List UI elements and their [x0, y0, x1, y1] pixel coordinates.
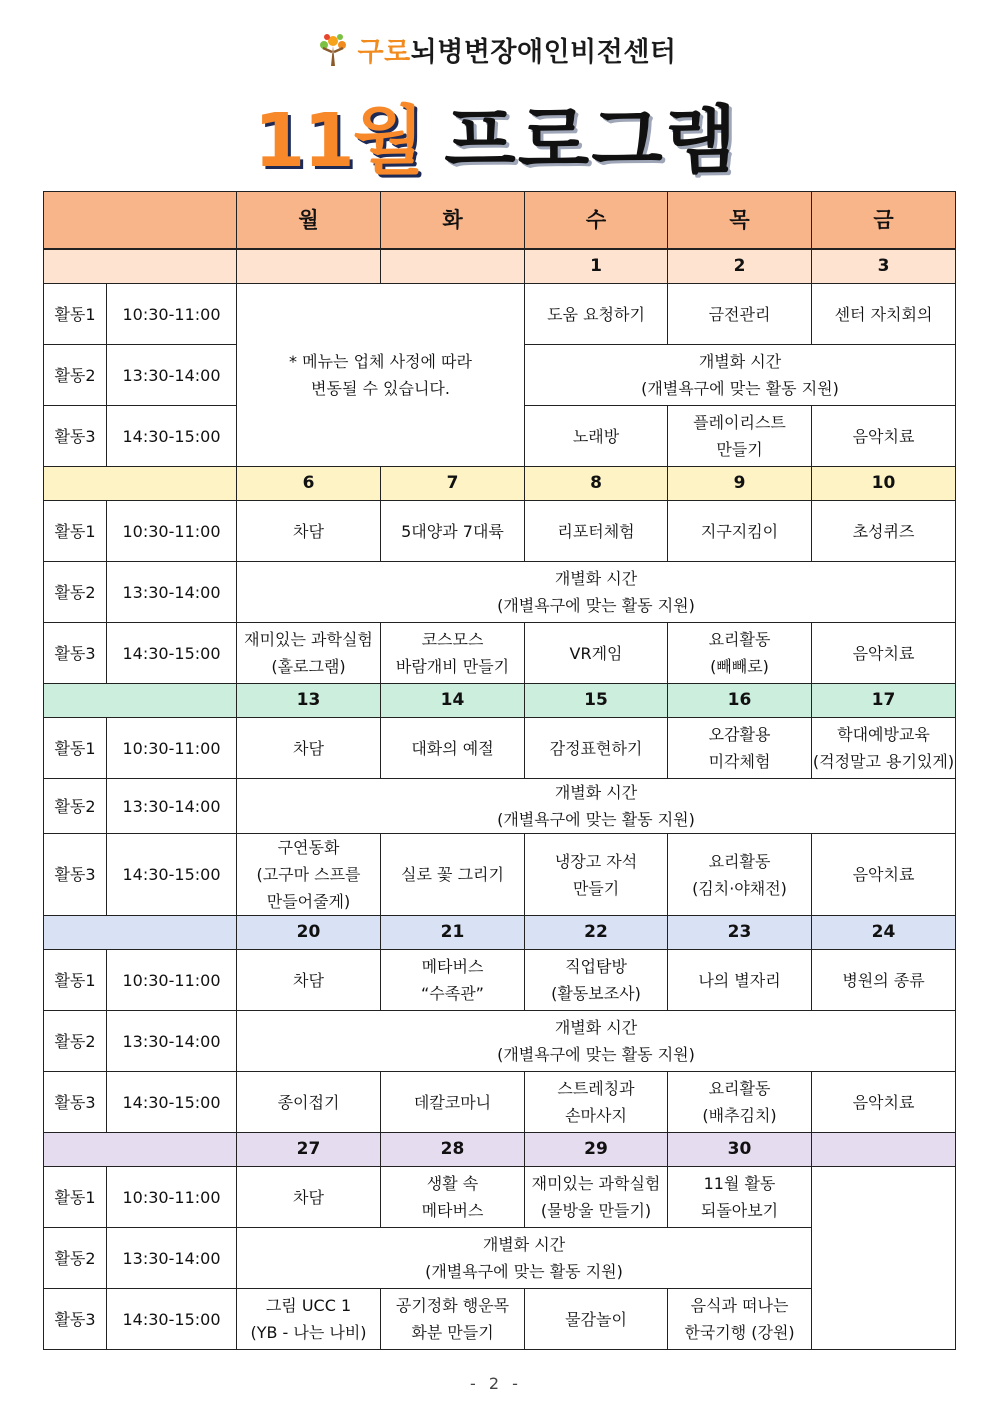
- activity-cell: [381, 834, 525, 916]
- date-cell: 22: [525, 916, 668, 950]
- activity-cell: [525, 406, 668, 467]
- center-name-accent: 구로: [357, 37, 411, 68]
- activity-cell: [381, 623, 525, 684]
- week2-activity1-row: [44, 501, 956, 562]
- activity-line: (고구마 스프를: [256, 865, 361, 884]
- activity-time: 13:30-14:00: [107, 779, 237, 834]
- activity-label: 활동1: [44, 950, 107, 1011]
- activity-time: 10:30-11:00: [107, 284, 237, 345]
- individual-time-desc: (개별욕구에 맞는 활동 지원): [497, 1045, 695, 1064]
- date-cell: 23: [668, 916, 812, 950]
- day-mon: 월: [237, 192, 381, 250]
- activity-time: 10:30-11:00: [107, 1167, 237, 1228]
- date-cell: 29: [525, 1133, 668, 1167]
- activity-line: 재미있는 과학실험: [244, 630, 373, 649]
- individual-time-desc: (개별욕구에 맞는 활동 지원): [497, 810, 695, 829]
- day-wed: 수: [525, 192, 668, 250]
- activity-cell: [668, 950, 812, 1011]
- activity-cell: [812, 1072, 956, 1133]
- date-cell: 10: [812, 467, 956, 501]
- date-cell: [812, 1133, 956, 1167]
- tree-person-icon: [316, 32, 350, 68]
- week5-activity1-row: [44, 1167, 956, 1228]
- activity-line: 물감놀이: [565, 1309, 627, 1329]
- activity-line: 차담: [293, 738, 324, 758]
- activity-cell: [668, 1072, 812, 1133]
- menu-notice-line2: 변동될 수 있습니다.: [311, 379, 450, 398]
- activity-label: 활동1: [44, 284, 107, 345]
- activity-time: 10:30-11:00: [107, 718, 237, 779]
- activity-line: VR게임: [569, 643, 623, 663]
- activity-line: “수족관”: [421, 984, 484, 1003]
- date-cell: 15: [525, 684, 668, 718]
- activity-cell: [812, 623, 956, 684]
- individual-time-cell: [237, 1011, 956, 1072]
- empty-friday-cell: [812, 1167, 956, 1350]
- activity-time: 14:30-15:00: [107, 406, 237, 467]
- activity-cell: [237, 950, 381, 1011]
- individual-time-title: 개별화 시간: [554, 783, 638, 802]
- activity-label: 활동2: [44, 562, 107, 623]
- activity-cell: [381, 718, 525, 779]
- date-cell: 16: [668, 684, 812, 718]
- activity-cell: [812, 406, 956, 467]
- activity-cell: [668, 718, 812, 779]
- activity-cell: 도움 요청하기: [525, 284, 668, 345]
- date-cell: 27: [237, 1133, 381, 1167]
- date-cell: [237, 249, 381, 284]
- week3-date-row: [44, 684, 956, 718]
- menu-notice: [237, 284, 525, 467]
- activity-line: 학대예방교육: [837, 725, 930, 744]
- activity-time: 14:30-15:00: [107, 1289, 237, 1350]
- activity-line: 음악치료: [852, 643, 915, 663]
- activity-line: 요리활동: [708, 1079, 771, 1098]
- activity-line: 화분 만들기: [411, 1323, 494, 1342]
- activity-label: 활동2: [44, 1228, 107, 1289]
- activity-cell: [668, 1289, 812, 1350]
- activity-cell: [812, 950, 956, 1011]
- activity-cell: 차담: [237, 501, 381, 562]
- individual-time-desc: (개별욕구에 맞는 활동 지원): [641, 379, 839, 398]
- activity-line: 플레이리스트: [693, 413, 786, 432]
- activity-time: 10:30-11:00: [107, 501, 237, 562]
- activity-time: 13:30-14:00: [107, 345, 237, 406]
- activity-label: 활동3: [44, 834, 107, 916]
- day-header-row: [44, 192, 956, 250]
- week3-activity2-row: [44, 779, 956, 834]
- activity-line: 바람개비 만들기: [395, 657, 510, 676]
- activity-line: 데칼코마니: [413, 1092, 492, 1112]
- page-title: [0, 82, 992, 188]
- activity-line: (물방울 만들기): [540, 1201, 652, 1220]
- activity-line: 생활 속: [426, 1174, 479, 1193]
- activity-line: 메타버스: [421, 957, 484, 976]
- individual-time-cell: [237, 779, 956, 834]
- date-row-blank: [44, 249, 237, 284]
- activity-cell: [812, 718, 956, 779]
- activity-line: 만들기: [572, 878, 620, 898]
- activity-line: (배추김치): [702, 1106, 777, 1125]
- activity-cell: [525, 1289, 668, 1350]
- activity-line: 메타버스: [421, 1201, 484, 1220]
- individual-time-title: 개별화 시간: [482, 1235, 566, 1254]
- date-cell: [381, 249, 525, 284]
- activity-cell: [525, 718, 668, 779]
- individual-time-desc: (개별욕구에 맞는 활동 지원): [497, 596, 695, 615]
- activity-cell: [525, 1167, 668, 1228]
- activity-cell: [237, 1072, 381, 1133]
- activity-line: (YB - 나는 나비): [250, 1323, 367, 1342]
- activity-line: 한국기행 (강원): [684, 1323, 795, 1342]
- week5-date-row: [44, 1133, 956, 1167]
- day-thu: 목: [668, 192, 812, 250]
- individual-time-title: 개별화 시간: [554, 569, 638, 588]
- individual-time-cell: [237, 562, 956, 623]
- activity-line: (빼빼로): [710, 657, 769, 676]
- activity-cell: [812, 834, 956, 916]
- schedule-table: [43, 191, 956, 1350]
- individual-time-title: 개별화 시간: [698, 352, 782, 371]
- activity-label: 활동1: [44, 1167, 107, 1228]
- date-cell: 21: [381, 916, 525, 950]
- activity-line: 11월 활동: [703, 1174, 776, 1193]
- activity-line: 노래방: [572, 426, 620, 446]
- activity-line: 미각체험: [708, 752, 771, 771]
- activity-line: 오감활용: [708, 725, 771, 744]
- individual-time-cell: [237, 1228, 812, 1289]
- date-row-blank: [44, 684, 237, 718]
- date-row-blank: [44, 467, 237, 501]
- day-tue: 화: [381, 192, 525, 250]
- date-cell: 7: [381, 467, 525, 501]
- date-cell: 6: [237, 467, 381, 501]
- date-cell: 9: [668, 467, 812, 501]
- activity-label: 활동1: [44, 718, 107, 779]
- individual-time-cell: [525, 345, 956, 406]
- activity-line: 음식과 떠나는: [690, 1296, 789, 1315]
- week4-activity2-row: [44, 1011, 956, 1072]
- activity-line: 요리활동: [708, 630, 771, 649]
- activity-label: 활동2: [44, 1011, 107, 1072]
- activity-line: (걱정말고 용기있게): [812, 752, 955, 771]
- activity-time: 10:30-11:00: [107, 950, 237, 1011]
- activity-time: 13:30-14:00: [107, 1011, 237, 1072]
- date-cell: 2: [668, 249, 812, 284]
- header-blank: [44, 192, 237, 250]
- week3-activity3-row: [44, 834, 956, 916]
- activity-label: 활동1: [44, 501, 107, 562]
- activity-line: 직업탐방: [565, 957, 627, 976]
- activity-cell: [237, 834, 381, 916]
- activity-line: 병원의 종류: [842, 970, 925, 990]
- date-cell: 24: [812, 916, 956, 950]
- activity-line: 공기정화 행운목: [395, 1296, 510, 1315]
- activity-line: 코스모스: [421, 630, 484, 649]
- activity-line: (활동보조사): [551, 984, 641, 1003]
- date-cell: 1: [525, 249, 668, 284]
- activity-label: 활동2: [44, 345, 107, 406]
- activity-cell: 초성퀴즈: [812, 501, 956, 562]
- activity-line: 그림 UCC 1: [265, 1296, 352, 1315]
- activity-line: 스트레칭과: [557, 1079, 635, 1098]
- activity-line: 되돌아보기: [700, 1201, 779, 1220]
- date-row-blank: [44, 1133, 237, 1167]
- date-cell: 20: [237, 916, 381, 950]
- date-cell: 14: [381, 684, 525, 718]
- activity-time: 14:30-15:00: [107, 834, 237, 916]
- date-cell: 8: [525, 467, 668, 501]
- activity-line: 차담: [293, 970, 324, 990]
- activity-label: 활동2: [44, 779, 107, 834]
- activity-line: 손마사지: [565, 1106, 627, 1125]
- activity-line: 종이접기: [277, 1092, 340, 1112]
- activity-line: 나의 별자리: [698, 970, 781, 990]
- date-cell: 30: [668, 1133, 812, 1167]
- date-row-blank: [44, 916, 237, 950]
- activity-cell: [668, 1167, 812, 1228]
- activity-cell: [237, 718, 381, 779]
- date-cell: 13: [237, 684, 381, 718]
- center-logo: [0, 30, 992, 69]
- date-cell: 17: [812, 684, 956, 718]
- activity-line: 음악치료: [852, 1092, 915, 1112]
- center-name: [358, 30, 677, 69]
- week4-activity3-row: [44, 1072, 956, 1133]
- activity-label: 활동3: [44, 1072, 107, 1133]
- activity-cell: [237, 623, 381, 684]
- week2-activity3-row: [44, 623, 956, 684]
- activity-cell: [668, 623, 812, 684]
- activity-line: 냉장고 자석: [554, 851, 638, 871]
- week4-activity1-row: [44, 950, 956, 1011]
- activity-cell: 금전관리: [668, 284, 812, 345]
- day-fri: 금: [812, 192, 956, 250]
- activity-line: (홀로그램): [271, 657, 346, 676]
- center-name-rest: 뇌병변장애인비전센터: [410, 37, 677, 68]
- individual-time-title: 개별화 시간: [554, 1018, 638, 1037]
- activity-time: 13:30-14:00: [107, 562, 237, 623]
- activity-cell: [668, 834, 812, 916]
- activity-cell: [525, 950, 668, 1011]
- activity-line: (김치·야채전): [692, 878, 787, 898]
- activity-cell: 센터 자치회의: [812, 284, 956, 345]
- activity-line: 감정표현하기: [549, 738, 643, 758]
- activity-line: 대화의 예절: [411, 738, 494, 758]
- activity-line: 실로 꽃 그리기: [401, 865, 504, 884]
- activity-line: 만들어줄게): [266, 892, 351, 911]
- activity-line: 요리활동: [708, 851, 771, 871]
- individual-time-desc: (개별욕구에 맞는 활동 지원): [425, 1262, 623, 1281]
- page-number: - 2 -: [470, 1374, 522, 1393]
- activity-cell: [237, 1167, 381, 1228]
- activity-cell: [381, 1289, 525, 1350]
- activity-cell: [381, 1167, 525, 1228]
- activity-label: 활동3: [44, 1289, 107, 1350]
- activity-line: 재미있는 과학실험: [531, 1174, 661, 1193]
- activity-cell: [525, 834, 668, 916]
- activity-line: 음악치료: [852, 426, 915, 446]
- activity-label: 활동3: [44, 406, 107, 467]
- week1-activity1-row: [44, 284, 956, 345]
- activity-cell: [525, 1072, 668, 1133]
- activity-line: 음악치료: [852, 865, 915, 884]
- date-cell: 28: [381, 1133, 525, 1167]
- activity-cell: [525, 623, 668, 684]
- activity-cell: [381, 1072, 525, 1133]
- activity-line: 구연동화: [277, 838, 340, 857]
- activity-time: 14:30-15:00: [107, 623, 237, 684]
- title-program: 프로그램: [444, 98, 739, 184]
- activity-cell: 리포터체험: [525, 501, 668, 562]
- week1-date-row: [44, 249, 956, 284]
- menu-notice-line1: * 메뉴는 업체 사정에 따라: [289, 352, 472, 371]
- activity-cell: [237, 1289, 381, 1350]
- activity-time: 14:30-15:00: [107, 1072, 237, 1133]
- week2-activity2-row: [44, 562, 956, 623]
- activity-cell: 5대양과 7대륙: [381, 501, 525, 562]
- week2-date-row: [44, 467, 956, 501]
- activity-cell: [668, 406, 812, 467]
- activity-time: 13:30-14:00: [107, 1228, 237, 1289]
- week3-activity1-row: [44, 718, 956, 779]
- date-cell: 3: [812, 249, 956, 284]
- activity-line: 차담: [293, 1187, 324, 1207]
- activity-cell: [381, 950, 525, 1011]
- title-month: 11월: [253, 98, 423, 184]
- week4-date-row: [44, 916, 956, 950]
- activity-cell: 지구지킴이: [668, 501, 812, 562]
- activity-line: 만들기: [716, 440, 763, 459]
- activity-label: 활동3: [44, 623, 107, 684]
